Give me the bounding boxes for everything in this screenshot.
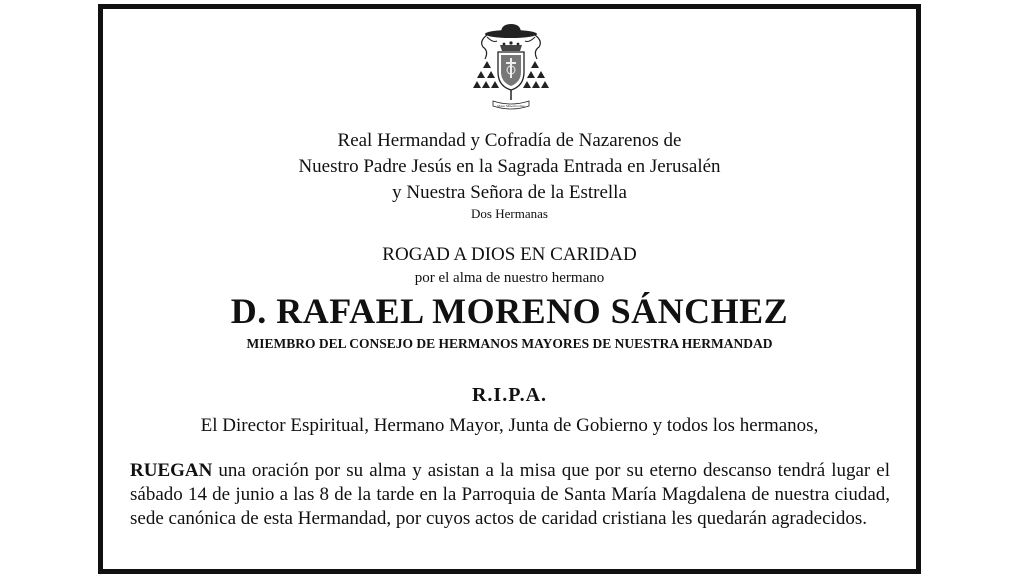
deceased-role: MIEMBRO DEL CONSEJO DE HERMANOS MAYORES DE NUESTRA HERMANDAD	[246, 336, 773, 351]
pray-heading: ROGAD A DIOS EN CARIDAD	[382, 244, 637, 265]
obituary-card	[98, 4, 921, 574]
request-text: una oración por su alma y asistan a la misa que por su eterno descanso tendrá lugar el sábado 14 de junio a las 8 de la tarde en la Parroquia de Santa María Magdalena de nuestra ciudad, sede canónica de esta Hermandad, por cuyos actos de caridad cristiana les quedarán agradecidos.	[130, 460, 890, 529]
family-line: El Director Espiritual, Hermano Mayor, Junta de Gobierno y todos los hermanos,	[200, 415, 819, 436]
request-lead: RUEGAN	[130, 460, 213, 481]
episcopal-coat-of-arms-icon	[473, 21, 549, 117]
org-city: Dos Hermanas	[471, 206, 548, 221]
request-paragraph	[130, 459, 890, 531]
org-line-2: Nuestro Padre Jesús en la Sagrada Entrada en Jerusalén	[298, 156, 721, 177]
svg-text:Mater Misericordiae: Mater Misericordiae	[497, 104, 525, 108]
org-line-3: y Nuestra Señora de la Estrella	[392, 182, 627, 203]
ripa-heading: R.I.P.A.	[471, 384, 548, 406]
soul-line: por el alma de nuestro hermano	[414, 270, 605, 286]
deceased-name: D. RAFAEL MORENO SÁNCHEZ	[230, 291, 789, 331]
org-line-1: Real Hermandad y Cofradía de Nazarenos de	[337, 130, 682, 151]
